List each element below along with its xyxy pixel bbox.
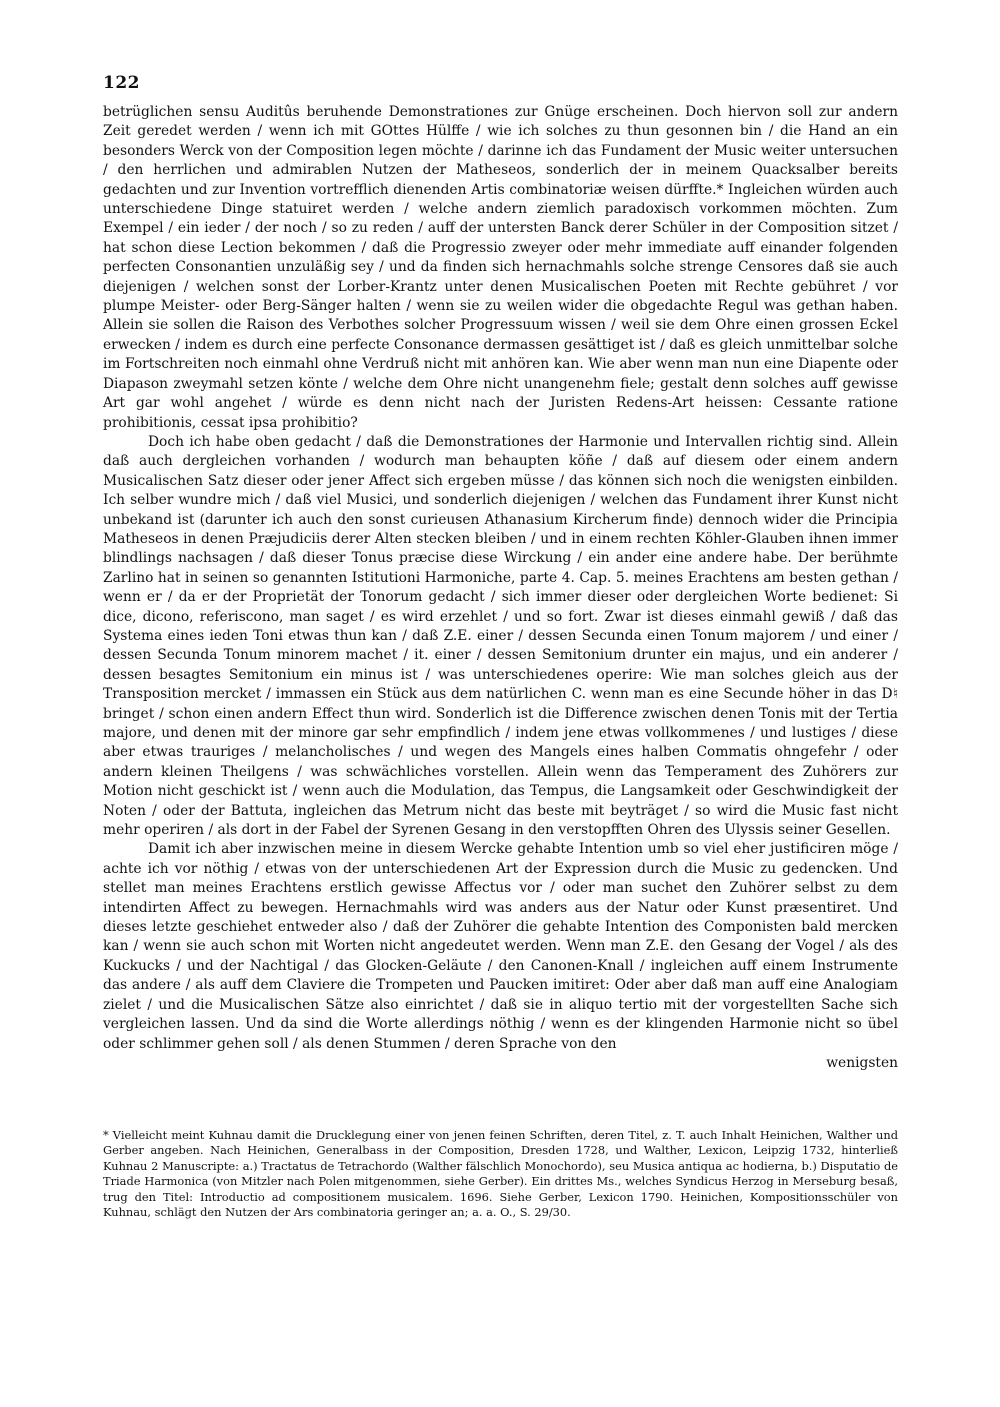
main-text — [103, 103, 898, 1073]
paragraph-1: betrüglichen sensu Auditûs beruhende Demonstrationes zur Gnüge erscheinen. Doch hiervon soll zur andern Zeit geredet werden / wenn ich mit GOttes Hülffe / wie ich solches zu thun gesonnen bin / die Hand an ein besonders Werck von der Composition legen möchte / darinne ich das Fundament der Music weiter untersuchen / den herrlichen und admirablen Nutzen der Matheseos, sonderlich der in meinem Quacksalber bereits gedachten und zur Invention vortrefflich dienenden Artis combinatoriæ weisen dürffte.* Ingleichen würden auch unterschiedene Dinge statuiret werden / welche andern ziemlich paradoxisch vorkommen möchten. Zum Exempel / ein ieder / der noch / so zu reden / auff der untersten Banck derer Schüler in der Composition sitzet / hat schon diese Lection bekommen / daß die Progressio zweyer oder mehr immediate auff einander folgenden perfecten Consonantien unzuläßig sey / und da finden sich hernachmahls solche strenge Censores daß sie auch diejenigen / welchen sonst der Lorber-Krantz unter denen Musicalischen Poeten mit Rechte gebühret / vor plumpe Meister- oder Berg-Sänger halten / wenn sie zu weilen wider die obgedachte Regul was gethan haben. Allein sie sollen die Raison des Verbothes solcher Progressuum wissen / weil sie dem Ohre einen grossen Eckel erwecken / indem es durch eine perfecte Consonance dermassen gesättiget ist / daß es gleich unmittelbar solche im Fortschreiten noch einmahl ohne Verdruß nicht mit anhören kan. Wie aber wenn man nun eine Diapente oder Diapason zweymahl setzen könte / welche dem Ohre nicht unangenehm fiele; gestalt denn solches auff gewisse Art gar wohl angehet / würde es denn nicht nach der Juristen Redens-Art heissen: Cessante ratione prohibitionis, cessat ipsa prohibitio? — [103, 104, 898, 431]
paragraph-2: Doch ich habe oben gedacht / daß die Demonstrationes der Harmonie und Intervallen richtig sind. Allein daß auch dergleichen vorhanden / wodurch man behaupten köñe / daß auf diesem oder einem andern Musicalischen Satz dieser oder jener Affect sich ergeben müsse / das können sich noch die wenigsten einbilden. Ich selber wundre mich / daß viel Musici, und sonderlich diejenigen / welchen das Fundament ihrer Kunst nicht unbekand ist (darunter ich auch den sonst curieusen Athanasium Kircherum finde) dennoch wider die Principia Matheseos in denen Præjudiciis derer Alten stecken bleiben / und in einem rechten Köhler-Glauben ihnen immer blindlings nachsagen / daß dieser Tonus præcise diese Wirckung / ein ander eine andere habe. Der berühmte Zarlino hat in seinen so genannten Istitutioni Harmoniche, parte 4. Cap. 5. meines Erachtens am besten gethan / wenn er / da er der Proprietät der Tonorum gedacht / sich immer dieser oder dergleichen Worte bedienet: Si dice, dicono, referiscono, man saget / es wird erzehlet / und so fort. Zwar ist dieses einmahl gewiß / daß das Systema eines ieden Toni etwas thun kan / daß Z.E. einer / dessen Secunda einen Tonum majorem / und einer / dessen Secunda Tonum minorem machet / it. einer / dessen Semitonium drunter ein majus, und ein anderer / dessen besagtes Semitonium ein minus ist / was unterschiedenes operire: Wie man solches gleich aus der Transposition mercket / immassen ein Stück aus dem natürlichen C. wenn man es eine Secunde höher in das D♮ bringet / schon einen andern Effect thun wird. Sonderlich ist die Difference zwischen denen Tonis mit der Tertia majore, und denen mit der minore gar sehr empfindlich / indem jene etwas vollkommenes / und lustiges / diese aber etwas trauriges / melancholisches / und wegen des Mangels eines halben Commatis ohngefehr / oder andern kleinen Theilgens / was schwächliches vorstellen. Allein wenn das Temperament des Zuhörers zur Motion nicht geschickt ist / wenn auch die Modulation, das Tempus, die Langsamkeit oder Geschwindigkeit der Noten / oder der Battuta, ingleichen das Metrum nicht das beste mit beyträget / so wird die Music fast nicht mehr operiren / als dort in der Fabel der Syrenen Gesang in den verstopfften Ohren des Ulyssis seiner Gesellen. — [103, 433, 898, 839]
catchword: wenigsten — [826, 1054, 898, 1071]
footnotes — [103, 1128, 898, 1220]
paragraph-3: Damit ich aber inzwischen meine in diesem Wercke gehabte Intention umb so viel eher justificiren möge / achte ich vor nöthig / etwas von der unterschiedenen Art der Expression durch die Music zu gedencken. Und stellet man meines Erachtens erstlich gewisse Affectus vor / oder man suchet den Zuhörer selbst zu dem intendirten Affect zu bewegen. Hernachmahls wird was anders aus der Natur oder Kunst præsentiret. Und dieses letzte geschiehet entweder also / daß der Zuhörer die gehabte Intention des Componisten bald mercken kan / wenn sie auch schon mit Worten nicht angedeutet werden. Wenn man Z.E. den Gesang der Vogel / als des Kuckucks / und der Nachtigal / das Glocken-Geläute / den Canonen-Knall / ingleichen auff einem Instrumente das andere / als auff dem Claviere die Trompeten und Paucken imitiret: Oder aber daß man auff eine Analogiam zielet / und die Musicalischen Sätze also einrichtet / daß sie in aliquo tertio mit der vorgestellten Sache sich vergleichen lassen. Und da sind die Worte allerdings nöthig / wenn es der klingenden Harmonie nicht so übel oder schlimmer gehen soll / als denen Stummen / deren Sprache von den — [103, 841, 898, 1052]
page-number: 122 — [103, 73, 140, 93]
footnote: * Vielleicht meint Kuhnau damit die Drucklegung einer von jenen feinen Schriften, deren Titel, z. T. auch Inhalt Heinichen, Walther und Gerber angeben. Nach Heinichen, Generalbass in der Composition, Dresden 1728, und Walther, Lexicon, Leipzig 1732, hinterließ Kuhnau 2 Manuscripte: a.) Tractatus de Tetrachordo (Walther fälschlich Monochordo), seu Musica antiqua ac hodierna, b.) Disputatio de Triade Harmonica (von Mitzler nach Polen mitgenommen, siehe Gerber). Ein drittes Ms., welches Syndicus Herzog in Merseburg besaß, trug den Titel: Introductio ad compositionem musicalem. 1696. Siehe Gerber, Lexicon 1790. Heinichen, Kompositionsschüler von Kuhnau, schlägt den Nutzen der Ars combinatoria geringer an; a. a. O., S. 29/30. — [103, 1128, 898, 1220]
